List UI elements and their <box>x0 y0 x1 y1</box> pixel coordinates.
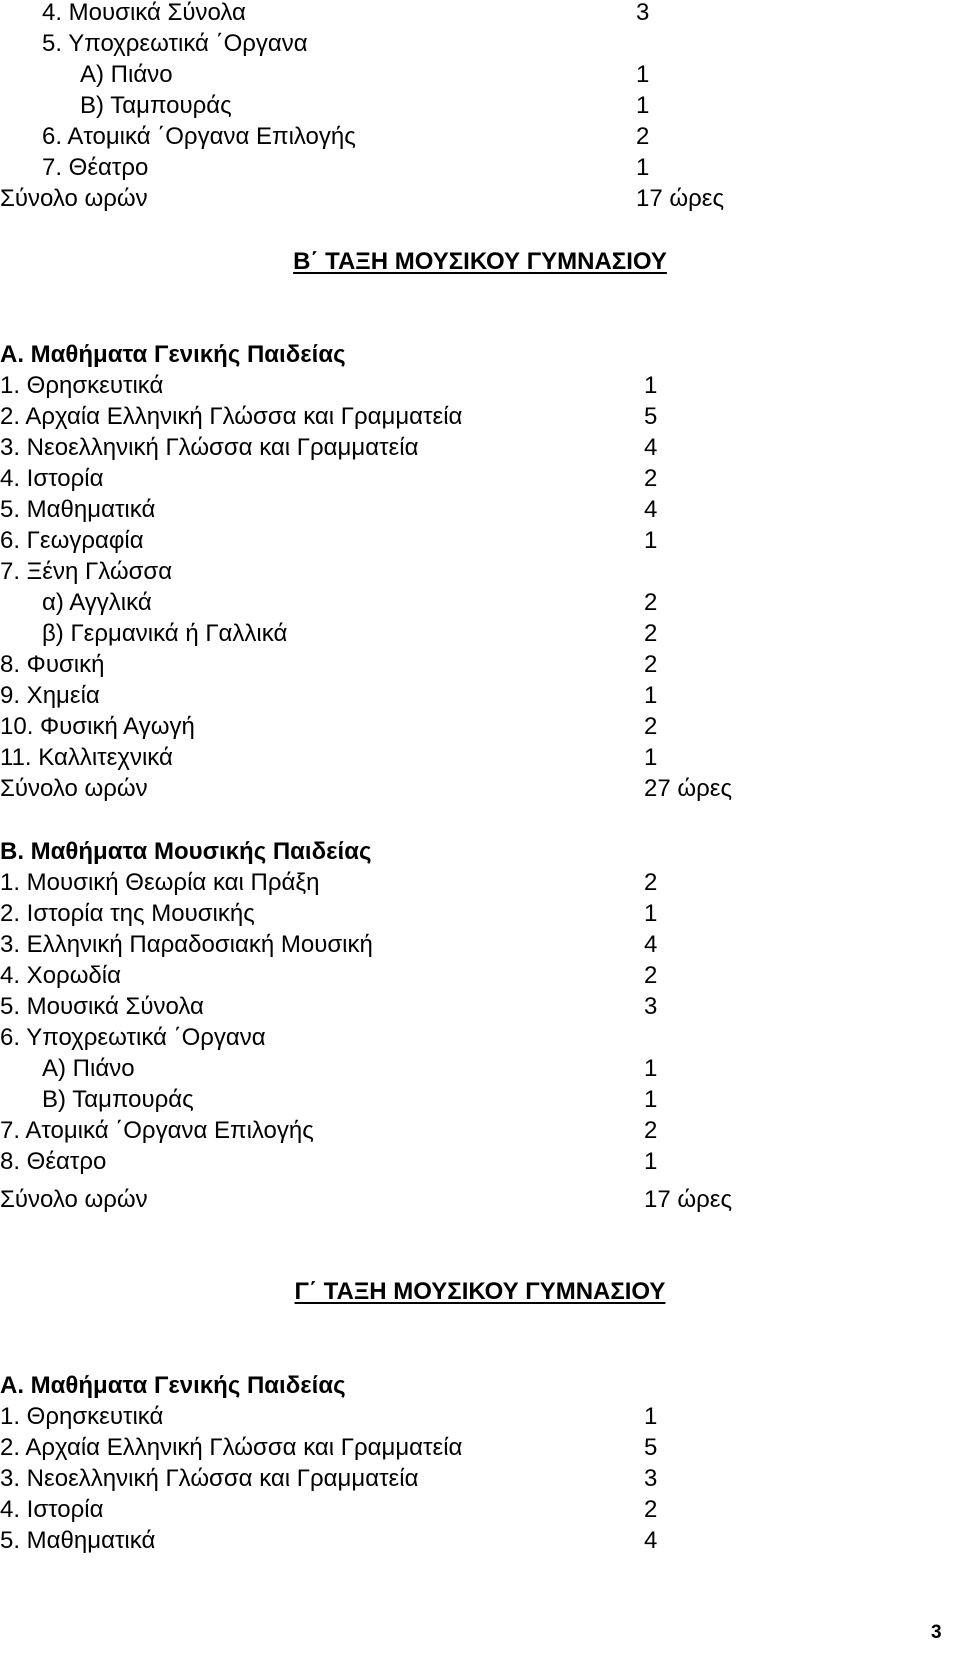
page-number: 3 <box>931 1622 942 1643</box>
line-label: 8. Θέατρο <box>0 1148 107 1175</box>
line-hours: 2 <box>644 1496 658 1523</box>
line-hours: 2 <box>636 123 650 150</box>
line-label: 8. Φυσική <box>0 651 105 678</box>
line-hours: 1 <box>644 900 658 927</box>
line-hours: 2 <box>644 713 658 740</box>
line-label: 5. Μαθηματικά <box>0 496 156 523</box>
line-label: 9. Χημεία <box>0 682 100 709</box>
grade-b-heading <box>0 248 960 276</box>
line-hours: 2 <box>644 620 658 647</box>
line-label: 4. Ιστορία <box>0 1496 104 1523</box>
line-hours: 2 <box>644 651 658 678</box>
line-hours: 5 <box>644 1434 658 1461</box>
total-hours: 17 ώρες <box>636 185 725 212</box>
line-hours: 2 <box>644 1117 658 1144</box>
line-hours: 1 <box>644 682 658 709</box>
line-label: 7. Ξένη Γλώσσα <box>0 558 173 585</box>
line-label: 10. Φυσική Αγωγή <box>0 713 195 740</box>
line-hours: 1 <box>644 1086 658 1113</box>
line-label: Α) Πιάνο <box>42 1055 135 1082</box>
grade-c-heading-text: Γ΄ ΤΑΞΗ ΜΟΥΣΙΚΟΥ ΓΥΜΝΑΣΙΟΥ <box>294 1278 666 1305</box>
total-hours: 17 ώρες <box>644 1186 733 1213</box>
line-label: α) Αγγλικά <box>42 589 152 616</box>
line-label: 2. Αρχαία Ελληνική Γλώσσα και Γραμματεία <box>0 1434 463 1461</box>
line-label: 5. Μουσικά Σύνολα <box>0 993 204 1020</box>
line-label: 2. Αρχαία Ελληνική Γλώσσα και Γραμματεία <box>0 403 463 430</box>
line-label: 3. Ελληνική Παραδοσιακή Μουσική <box>0 931 373 958</box>
line-hours: 5 <box>644 403 658 430</box>
line-label: 4. Μουσικά Σύνολα <box>42 0 246 26</box>
line-label: Α) Πιάνο <box>80 61 173 88</box>
line-hours: 3 <box>644 993 658 1020</box>
total-label: Σύνολο ωρών <box>0 775 148 802</box>
line-hours: 1 <box>644 527 658 554</box>
total-label: Σύνολο ωρών <box>0 1186 148 1213</box>
line-label: 6. Γεωγραφία <box>0 527 144 554</box>
line-hours: 2 <box>644 962 658 989</box>
line-label: 4. Χορωδία <box>0 962 121 989</box>
line-hours: 3 <box>644 1465 658 1492</box>
line-hours: 1 <box>644 372 658 399</box>
line-label: 1. Θρησκευτικά <box>0 372 164 399</box>
line-hours: 4 <box>644 434 658 461</box>
section-title: Β. Μαθήματα Μουσικής Παιδείας <box>0 838 372 865</box>
line-label: 3. Νεοελληνική Γλώσσα και Γραμματεία <box>0 434 419 461</box>
line-label: 2. Ιστορία της Μουσικής <box>0 900 255 927</box>
line-label: 3. Νεοελληνική Γλώσσα και Γραμματεία <box>0 1465 419 1492</box>
line-hours: 2 <box>644 869 658 896</box>
line-label: 11. Καλλιτεχνικά <box>0 744 173 771</box>
line-hours: 1 <box>644 744 658 771</box>
line-hours: 4 <box>644 496 658 523</box>
line-label: 7. Θέατρο <box>42 154 149 181</box>
line-hours: 3 <box>636 0 650 26</box>
line-hours: 1 <box>636 61 650 88</box>
line-label: Β) Ταμπουράς <box>42 1086 194 1113</box>
grade-c-heading <box>0 1278 960 1306</box>
line-hours: 1 <box>636 154 650 181</box>
section-title: Α. Μαθήματα Γενικής Παιδείας <box>0 341 346 368</box>
section-title: Α. Μαθήματα Γενικής Παιδείας <box>0 1372 346 1399</box>
line-hours: 2 <box>644 589 658 616</box>
line-label: 5. Υποχρεωτικά ΄Οργανα <box>42 30 308 57</box>
line-hours: 4 <box>644 931 658 958</box>
grade-b-heading-text: Β΄ ΤΑΞΗ ΜΟΥΣΙΚΟΥ ΓΥΜΝΑΣΙΟΥ <box>293 248 667 275</box>
total-hours: 27 ώρες <box>644 775 733 802</box>
line-label: 1. Μουσική Θεωρία και Πράξη <box>0 869 320 896</box>
total-label: Σύνολο ωρών <box>0 185 148 212</box>
line-hours: 2 <box>644 465 658 492</box>
line-label: 1. Θρησκευτικά <box>0 1403 164 1430</box>
line-hours: 1 <box>644 1055 658 1082</box>
line-hours: 1 <box>644 1403 658 1430</box>
line-hours: 4 <box>644 1527 658 1554</box>
line-label: 5. Μαθηματικά <box>0 1527 156 1554</box>
line-label: 6. Ατομικά ΄Οργανα Επιλογής <box>42 123 356 150</box>
line-label: β) Γερμανικά ή Γαλλικά <box>42 620 288 647</box>
line-hours: 1 <box>644 1148 658 1175</box>
line-label: 6. Υποχρεωτικά ΄Οργανα <box>0 1024 266 1051</box>
line-hours: 1 <box>636 92 650 119</box>
line-label: Β) Ταμπουράς <box>80 92 232 119</box>
line-label: 7. Ατομικά ΄Οργανα Επιλογής <box>0 1117 314 1144</box>
line-label: 4. Ιστορία <box>0 465 104 492</box>
